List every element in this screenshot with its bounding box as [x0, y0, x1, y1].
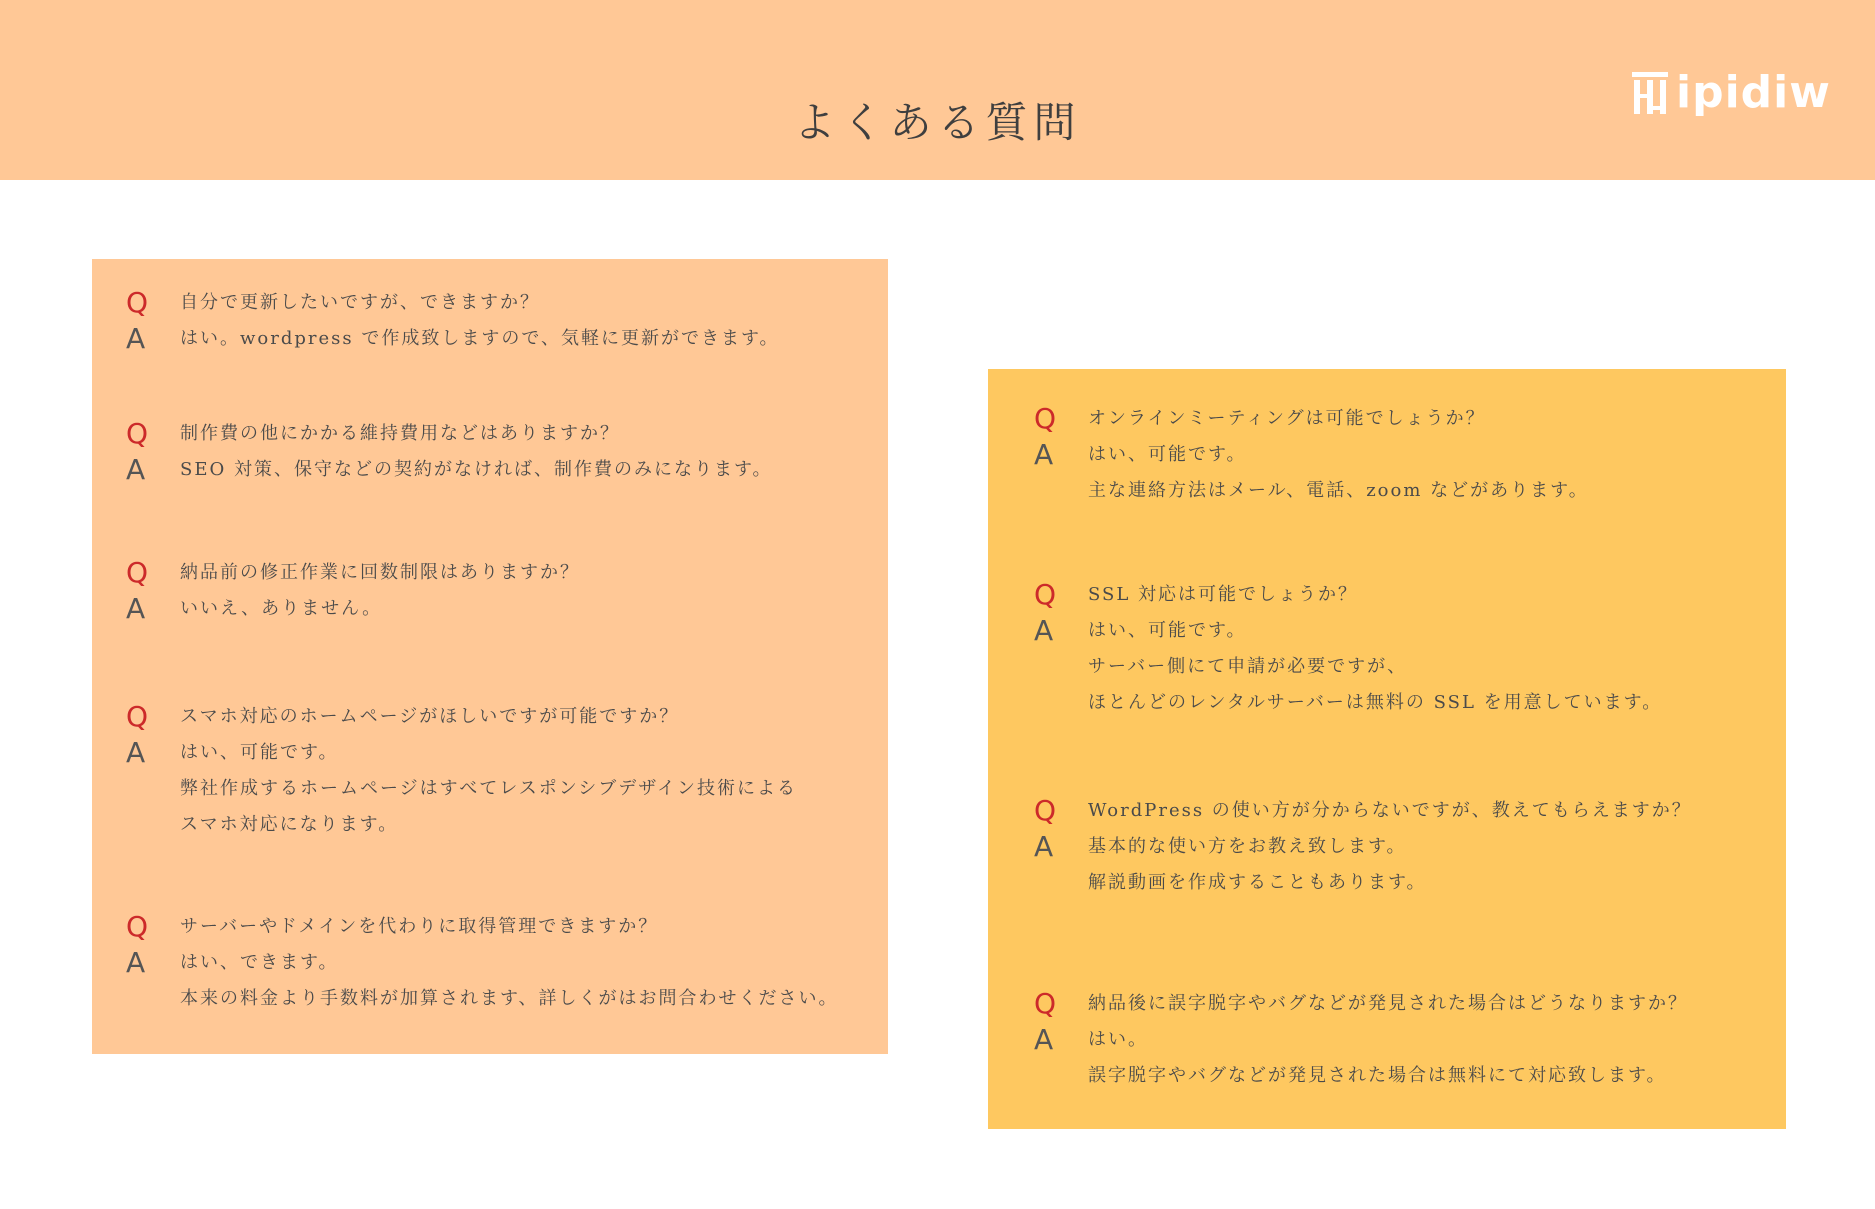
answer-text: はい。 — [1088, 1029, 1148, 1050]
question-text: WordPress の使い方が分からないですが、教えてもらえますか？ — [1088, 800, 1692, 821]
question-marker: Q — [1034, 987, 1057, 1020]
logo-icon — [1632, 72, 1668, 114]
answer-marker: A — [1034, 614, 1054, 647]
answer-marker: A — [1034, 830, 1054, 863]
question-text: サーバーやドメインを代わりに取得管理できますか？ — [180, 916, 659, 937]
page-header — [0, 0, 1875, 180]
answer-marker: A — [126, 736, 146, 769]
answer-text: 基本的な使い方をお教え致します。 — [1088, 836, 1407, 857]
answer-text: はい、できます。 — [180, 952, 339, 973]
answer-text: 弊社作成するホームページはすべてレスポンシブデザイン技術による — [180, 778, 798, 799]
question-text: 制作費の他にかかる維持費用などはありますか？ — [180, 423, 620, 444]
answer-text: 解説動画を作成することもあります。 — [1088, 872, 1427, 893]
answer-text: 主な連絡方法はメール、電話、zoom などがあります。 — [1088, 480, 1589, 501]
faq-panel-right — [988, 369, 1786, 1129]
question-text: 納品後に誤字脱字やバグなどが発見された場合はどうなりますか？ — [1088, 993, 1688, 1014]
question-text: SSL 対応は可能でしょうか？ — [1088, 584, 1359, 605]
question-text: 自分で更新したいですが、できますか？ — [180, 292, 540, 313]
answer-text: サーバー側にて申請が必要ですが、 — [1088, 656, 1408, 677]
question-marker: Q — [126, 286, 149, 319]
answer-text: はい。wordpress で作成致しますので、気軽に更新ができます。 — [180, 328, 780, 349]
logo-wordmark: ipidiw — [1676, 67, 1831, 118]
question-marker: Q — [126, 700, 149, 733]
answer-text: はい、可能です。 — [1088, 620, 1247, 641]
question-text: オンラインミーティングは可能でしょうか？ — [1088, 408, 1486, 429]
answer-text: はい、可能です。 — [180, 742, 339, 763]
answer-text: ほとんどのレンタルサーバーは無料の SSL を用意しています。 — [1088, 692, 1663, 713]
answer-text: SEO 対策、保守などの契約がなければ、制作費のみになります。 — [180, 459, 773, 480]
question-marker: Q — [1034, 402, 1057, 435]
question-marker: Q — [126, 556, 149, 589]
question-marker: Q — [126, 910, 149, 943]
answer-marker: A — [126, 322, 146, 355]
answer-marker: A — [1034, 438, 1054, 471]
page-title: よくある質問 — [793, 98, 1082, 148]
answer-text: スマホ対応になります。 — [180, 814, 399, 835]
brand-logo — [1632, 67, 1831, 118]
question-marker: Q — [126, 417, 149, 450]
answer-text: はい、可能です。 — [1088, 444, 1247, 465]
question-marker: Q — [1034, 794, 1057, 827]
answer-text: いいえ、ありません。 — [180, 598, 383, 619]
question-text: スマホ対応のホームページがほしいですが可能ですか？ — [180, 706, 680, 727]
question-text: 納品前の修正作業に回数制限はありますか？ — [180, 562, 580, 583]
answer-marker: A — [126, 592, 146, 625]
answer-text: 本来の料金より手数料が加算されます、詳しくがはお問合わせください。 — [180, 988, 839, 1009]
answer-text: 誤字脱字やバグなどが発見された場合は無料にて対応致します。 — [1088, 1065, 1667, 1086]
faq-panel-left — [92, 259, 888, 1054]
answer-marker: A — [126, 946, 146, 979]
answer-marker: A — [1034, 1023, 1054, 1056]
answer-marker: A — [126, 453, 146, 486]
question-marker: Q — [1034, 578, 1057, 611]
